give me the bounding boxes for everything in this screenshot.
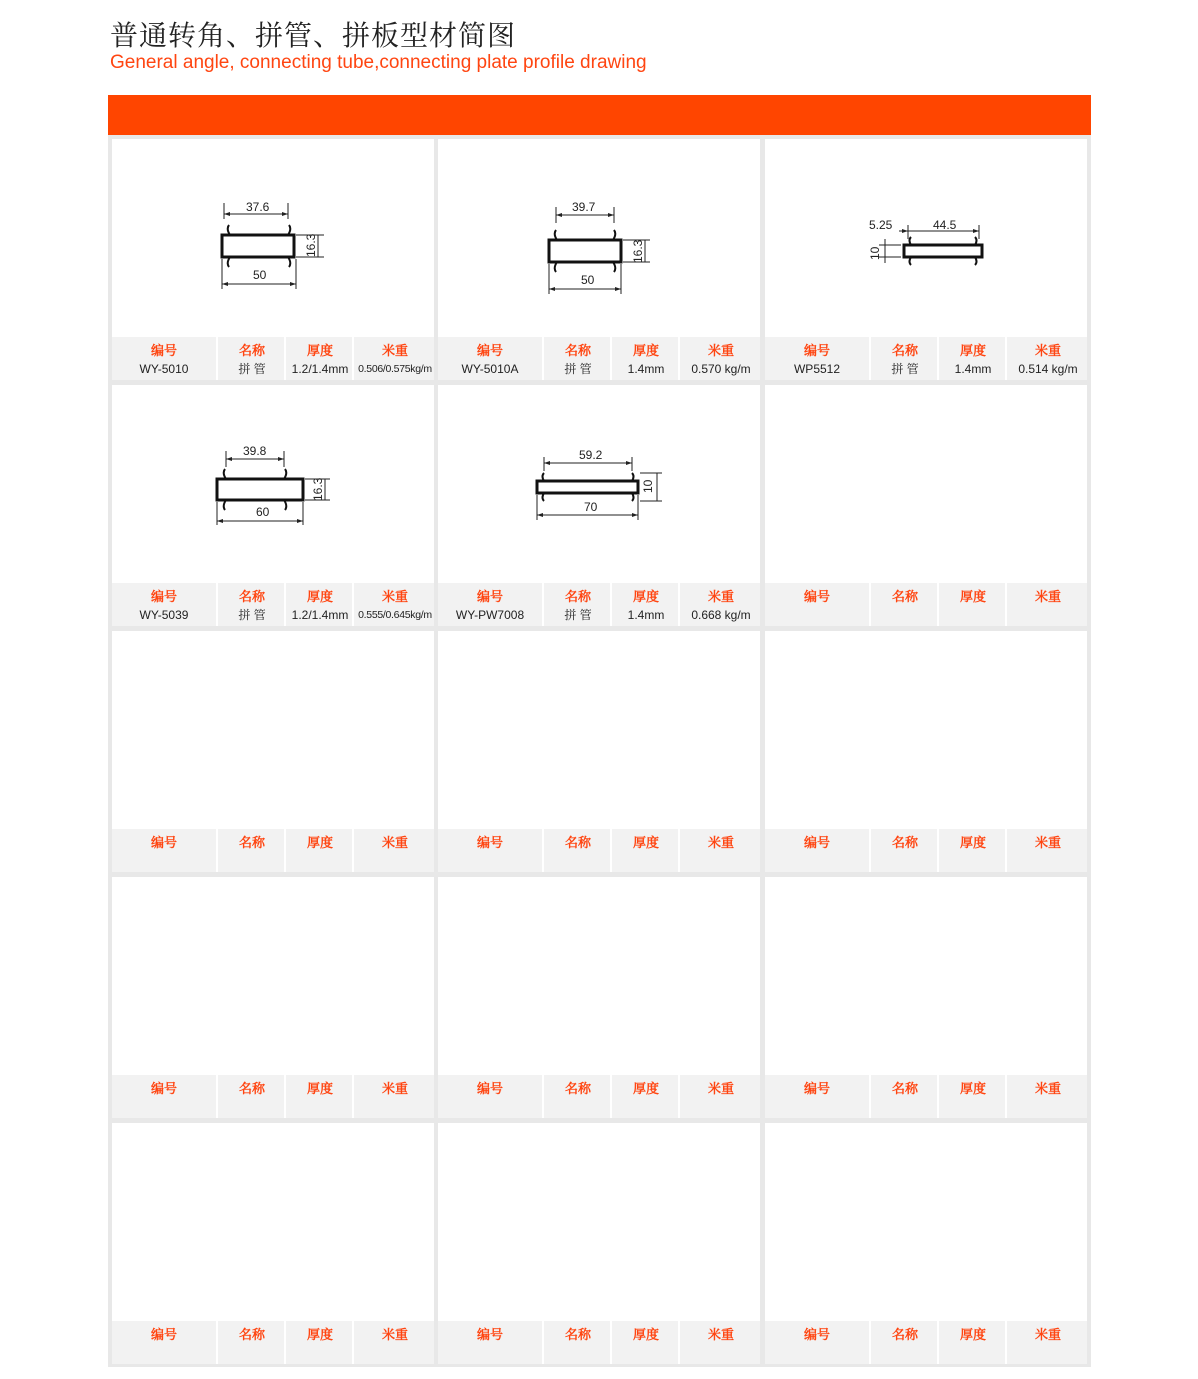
- code-header: 编号: [803, 1328, 830, 1343]
- name-header: 名称: [238, 836, 265, 851]
- thickness-header: 厚度: [306, 590, 333, 605]
- name-header: 名称: [238, 590, 265, 605]
- thickness-header: 厚度: [632, 1082, 659, 1097]
- profile-weight: 0.555/0.645kg/m: [358, 609, 432, 621]
- profile-card-wy-5010a[interactable]: [438, 139, 760, 380]
- profile-card-empty: [112, 631, 434, 872]
- profile-code: WY-5039: [139, 608, 189, 622]
- profile-info-row: [765, 583, 1087, 626]
- dim-label: 50: [581, 273, 595, 287]
- code-header: 编号: [476, 344, 503, 359]
- profile-weight: 0.514 kg/m: [1018, 362, 1078, 376]
- profile-weight: 0.506/0.575kg/m: [358, 363, 432, 375]
- profile-info-row: [765, 1321, 1087, 1364]
- code-header: 编号: [476, 590, 503, 605]
- thickness-header: 厚度: [959, 1082, 986, 1097]
- name-header: 名称: [564, 1082, 591, 1097]
- profile-code: WY-5010A: [461, 362, 519, 376]
- weight-header: 米重: [1034, 590, 1061, 605]
- profile-drawing: [112, 385, 434, 583]
- weight-header: 米重: [707, 590, 734, 605]
- name-header: 名称: [891, 1328, 918, 1343]
- profile-info-row: [765, 829, 1087, 872]
- header-banner: [108, 95, 1091, 135]
- thickness-header: 厚度: [632, 836, 659, 851]
- profile-code: WY-PW7008: [455, 608, 525, 622]
- name-header: 名称: [564, 836, 591, 851]
- profile-thickness: 1.2/1.4mm: [291, 608, 349, 622]
- profile-info-row: [438, 1075, 760, 1118]
- code-header: 编号: [150, 590, 177, 605]
- profile-card-empty: [765, 877, 1087, 1118]
- profile-drawing: [112, 139, 434, 337]
- thickness-header: 厚度: [306, 1328, 333, 1343]
- dim-label: 16.3: [631, 239, 645, 263]
- weight-header: 米重: [707, 344, 734, 359]
- profile-card-empty: [438, 877, 760, 1118]
- thickness-header: 厚度: [306, 836, 333, 851]
- name-header: 名称: [891, 590, 918, 605]
- profile-info-row: [112, 337, 434, 380]
- code-header: 编号: [476, 1328, 503, 1343]
- profile-card-empty: [112, 877, 434, 1118]
- weight-header: 米重: [381, 344, 408, 359]
- dim-label: 50: [253, 268, 267, 282]
- profile-card-empty: [112, 1123, 434, 1364]
- profile-card-empty: [438, 631, 760, 872]
- thickness-header: 厚度: [306, 344, 333, 359]
- dim-label: 10: [868, 246, 882, 260]
- profile-info-row: [765, 337, 1087, 380]
- dim-label: 44.5: [933, 218, 957, 232]
- weight-header: 米重: [1034, 1082, 1061, 1097]
- weight-header: 米重: [707, 1328, 734, 1343]
- dim-label: 70: [584, 500, 598, 514]
- thickness-header: 厚度: [306, 1082, 333, 1097]
- profile-name: 拼 管: [238, 362, 266, 376]
- weight-header: 米重: [381, 590, 408, 605]
- name-header: 名称: [891, 344, 918, 359]
- name-header: 名称: [238, 1328, 265, 1343]
- weight-header: 米重: [381, 836, 408, 851]
- profile-thickness: 1.4mm: [627, 362, 665, 376]
- profile-weight: 0.570 kg/m: [691, 362, 751, 376]
- profile-card-empty: [765, 631, 1087, 872]
- profile-thickness: 1.4mm: [627, 608, 665, 622]
- thickness-header: 厚度: [632, 344, 659, 359]
- name-header: 名称: [238, 1082, 265, 1097]
- profile-card-wy-5039[interactable]: [112, 385, 434, 626]
- weight-header: 米重: [1034, 1328, 1061, 1343]
- weight-header: 米重: [381, 1328, 408, 1343]
- page-title: 普通转角、拼管、拼板型材简图: [110, 19, 517, 52]
- code-header: 编号: [803, 344, 830, 359]
- weight-header: 米重: [1034, 344, 1061, 359]
- code-header: 编号: [476, 836, 503, 851]
- weight-header: 米重: [707, 1082, 734, 1097]
- code-header: 编号: [150, 836, 177, 851]
- name-header: 名称: [891, 836, 918, 851]
- profile-drawing: [438, 139, 760, 337]
- weight-header: 米重: [381, 1082, 408, 1097]
- thickness-header: 厚度: [632, 590, 659, 605]
- profile-card-empty: [765, 1123, 1087, 1364]
- profile-thickness: 1.2/1.4mm: [291, 362, 349, 376]
- thickness-header: 厚度: [959, 344, 986, 359]
- dim-label: 59.2: [579, 448, 603, 462]
- name-header: 名称: [564, 590, 591, 605]
- profile-weight: 0.668 kg/m: [691, 608, 751, 622]
- weight-header: 米重: [707, 836, 734, 851]
- profile-info-row: [112, 583, 434, 626]
- code-header: 编号: [803, 836, 830, 851]
- profile-card-wy-5010[interactable]: [112, 139, 434, 380]
- profile-code: WP5512: [793, 362, 841, 376]
- name-header: 名称: [564, 1328, 591, 1343]
- dim-label: 16.3: [311, 477, 325, 501]
- code-header: 编号: [803, 590, 830, 605]
- profile-code: WY-5010: [139, 362, 189, 376]
- dim-label: 39.7: [572, 200, 596, 214]
- profile-drawing: [438, 385, 760, 583]
- weight-header: 米重: [1034, 836, 1061, 851]
- profile-info-row: [438, 1321, 760, 1364]
- name-header: 名称: [238, 344, 265, 359]
- thickness-header: 厚度: [959, 1328, 986, 1343]
- profile-card-empty: [765, 385, 1087, 626]
- dim-label: 5.25: [869, 218, 893, 232]
- profile-info-row: [765, 1075, 1087, 1118]
- profile-card-empty: [438, 1123, 760, 1364]
- profile-info-row: [438, 583, 760, 626]
- profile-card-wp5512[interactable]: [765, 139, 1087, 380]
- dim-label: 39.8: [243, 444, 267, 458]
- name-header: 名称: [564, 344, 591, 359]
- profile-name: 拼 管: [564, 362, 592, 376]
- profile-info-row: [112, 829, 434, 872]
- code-header: 编号: [150, 1328, 177, 1343]
- dim-label: 37.6: [246, 200, 270, 214]
- dim-label: 10: [641, 479, 655, 493]
- profile-name: 拼 管: [891, 362, 919, 376]
- thickness-header: 厚度: [632, 1328, 659, 1343]
- page-subtitle: General angle, connecting tube,connecting plate profile drawing: [110, 52, 647, 73]
- code-header: 编号: [150, 344, 177, 359]
- profile-info-row: [112, 1075, 434, 1118]
- profile-card-wy-pw7008[interactable]: [438, 385, 760, 626]
- profile-grid: [108, 135, 1091, 1367]
- profile-drawing: [765, 139, 1087, 337]
- name-header: 名称: [891, 1082, 918, 1097]
- profile-info-row: [112, 1321, 434, 1364]
- dim-label: 60: [256, 505, 270, 519]
- dim-label: 16.3: [304, 233, 318, 257]
- code-header: 编号: [150, 1082, 177, 1097]
- profile-info-row: [438, 337, 760, 380]
- thickness-header: 厚度: [959, 590, 986, 605]
- profile-thickness: 1.4mm: [954, 362, 992, 376]
- code-header: 编号: [803, 1082, 830, 1097]
- profile-name: 拼 管: [564, 608, 592, 622]
- profile-info-row: [438, 829, 760, 872]
- thickness-header: 厚度: [959, 836, 986, 851]
- profile-name: 拼 管: [238, 608, 266, 622]
- code-header: 编号: [476, 1082, 503, 1097]
